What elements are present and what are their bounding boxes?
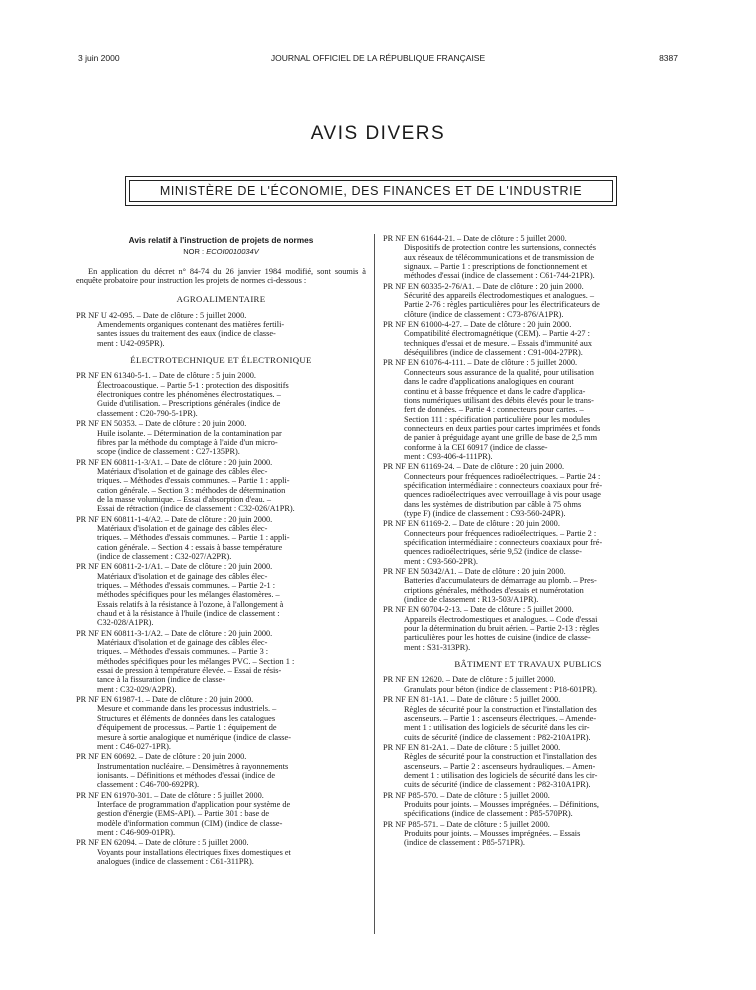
norm-entry (383, 675, 673, 694)
description-line: chaud et à la résistance à l'huile (indice de classement : (97, 609, 280, 619)
description-line: ascenseurs. – Partie 1 : ascenseurs électriques. – Amende- (404, 713, 597, 723)
norm-reference: PR NF EN 61169-24. – Date de clôture : 20 juin 2000. (383, 462, 565, 472)
description-line: Règles de sécurité pour la construction et l'installation des (404, 752, 597, 762)
description-line: Instrumentation nucléaire. – Densimètres à rayonnements (97, 761, 289, 771)
norm-entry (383, 820, 673, 848)
description-line: Amendements organiques contenant des matières fertili- (97, 320, 285, 330)
description-line: ment : C46-909-01PR). (97, 827, 176, 837)
description-line: fert de données. – Partie 4 : connecteurs pour cartes. – (404, 405, 584, 415)
norm-reference: PR NF EN 81-1A1. – Date de clôture : 5 juillet 2000. (383, 695, 561, 705)
description-line: Sécurité des appareils électrodomestiques et analogues. – (404, 291, 595, 301)
description-line: ascenseurs. – Partie 2 : ascenseurs hydrauliques. – Amen- (404, 761, 596, 771)
norm-entry (76, 791, 366, 838)
description-line: continu et à basse fréquence et dans le cadre d'applica- (404, 386, 586, 396)
description-line: spécification intermédiaire : connecteurs coaxiaux pour fré- (404, 480, 603, 490)
norm-description (76, 429, 366, 457)
description-line: spécification intermédiaire : connecteurs coaxiaux pour fré- (404, 538, 603, 547)
description-line: modèle d'information commun (CIM) (indice de classe- (97, 818, 283, 828)
page-header (78, 53, 678, 67)
description-line: électroniques contre les phénomènes électrostatiques. – (97, 390, 281, 400)
norm-reference: PR NF EN 60811-2-1/A1. – Date de clôture : 20 juin 2000. (76, 562, 273, 572)
norm-entry (383, 605, 673, 652)
description-line: classement : C20-790-5-1PR). (97, 408, 198, 418)
norm-section (76, 295, 366, 348)
norm-reference: PR NF EN 62094. – Date de clôture : 5 juillet 2000. (76, 838, 249, 848)
description-line: quences radioélectriques, série 9,52 (indice de classe- (404, 547, 582, 557)
norm-description (76, 320, 366, 348)
description-line: ment : U42-095PR). (97, 338, 165, 348)
norm-description (383, 368, 673, 461)
description-line: Structures et éléments de données dans les catalogues (97, 713, 276, 723)
description-line: Section 111 : spécification particulière pour les modules (404, 414, 591, 424)
description-line: Voyants pour installations électriques fixes domestiques et (97, 847, 291, 857)
norm-entry (383, 567, 673, 604)
description-line: ment : C32-029/A2PR). (97, 684, 177, 694)
norm-description (383, 685, 673, 694)
description-line: fibres par la méthode du comptage à l'aide d'un micro- (97, 437, 278, 447)
norm-reference: PR NF EN 60704-2-13. – Date de clôture : 5 juillet 2000. (383, 605, 574, 615)
norm-description (383, 829, 673, 848)
norm-entry (76, 629, 366, 694)
description-line: dans les systèmes de distribution par câble à 75 ohms (404, 499, 582, 509)
description-line: mesure à sortie analogique et numérique (indice de classe- (97, 732, 291, 742)
norm-entry (76, 419, 366, 456)
description-line: Essais relatifs à la résistance à l'ozone, à l'allongement à (97, 599, 284, 609)
description-line: Produits pour joints. – Mousses imprégnées. – Essais (404, 828, 581, 838)
norm-description (383, 472, 673, 519)
description-line: triques. – Méthodes d'essais communes. – Partie 2-1 : (97, 581, 276, 590)
description-line: méthodes spécifiques pour les mélanges PVC. – Section 1 : (97, 656, 295, 666)
description-line: cation générale. – Section 4 : essais à basse température (97, 542, 283, 552)
description-line: Matériaux d'isolation et de gainage des câbles élec- (97, 571, 268, 581)
description-line: Guide d'utilisation. – Prescriptions générales (indice de (97, 399, 281, 409)
section-heading: AGROALIMENTAIRE (176, 294, 266, 305)
description-line: Mesure et commande dans les processus industriels. – (97, 704, 277, 714)
description-line: clôture (indice de classement : C73-876/A1PR). (404, 309, 564, 319)
left-sections (76, 295, 366, 866)
description-line: tions numériques utilisant des débits élevés pour le trans- (404, 395, 594, 405)
description-line: Dispositifs de protection contre les surtensions, connectés (404, 243, 596, 253)
norm-entry (383, 791, 673, 819)
section-heading: ÉLECTROTECHNIQUE ET ÉLECTRONIQUE (130, 355, 312, 366)
description-line: ment : S31-313PR). (404, 642, 471, 652)
norm-reference: PR NF P85-571. – Date de clôture : 5 juillet 2000. (383, 819, 550, 829)
description-line: triques. – Méthodes d'essais communes. – Partie 1 : appli- (97, 476, 290, 486)
norm-entry (76, 752, 366, 789)
norm-description (383, 752, 673, 789)
norm-reference: PR NF EN 61169-2. – Date de clôture : 20 juin 2000. (383, 519, 560, 529)
norm-reference: PR NF EN 60811-3-1/A2. – Date de clôture : 20 juin 2000. (76, 628, 273, 638)
column-divider (374, 234, 375, 934)
description-line: de panier à préguidage ayant une grille de base de 2,5 mm (404, 433, 598, 443)
description-line: méthodes d'essai (indice de classement : C61-744-21PR). (404, 271, 595, 281)
norm-entry (76, 371, 366, 418)
description-line: particulières pour les hottes de cuisine (indice de classe- (404, 633, 591, 643)
header-date: 3 juin 2000 (78, 53, 120, 63)
norm-reference: PR NF EN 61076-4-111. – Date de clôture : 5 juillet 2000. (383, 358, 578, 368)
description-line: triques. – Méthodes d'essais communes. – Partie 3 : (97, 647, 269, 657)
norm-entry (76, 695, 366, 751)
norm-section (383, 660, 673, 848)
norm-reference: PR NF EN 61970-301. – Date de clôture : 5 juillet 2000. (76, 790, 264, 800)
norm-description (383, 291, 673, 319)
description-line: santes issues du traitement des eaux (indice de classe- (97, 329, 276, 339)
norm-description (76, 848, 366, 867)
norm-description (383, 576, 673, 604)
description-line: tance à la fissuration (indice de classe- (97, 675, 226, 685)
description-line: ment : C93-406-4-111PR). (404, 451, 493, 461)
ministry-name: MINISTÈRE DE L'ÉCONOMIE, DES FINANCES ET DE L'INDUSTRIE (129, 180, 613, 202)
nor-reference (76, 247, 366, 256)
description-line: cuits de sécurité (indice de classement : P82-210A1PR). (404, 732, 591, 742)
norm-description (76, 704, 366, 751)
norm-reference: PR NF EN 50342/A1. – Date de clôture : 20 juin 2000. (383, 567, 566, 577)
description-line: Essai de rétraction (indice de classement : C32-026/A1PR). (97, 504, 295, 514)
norm-description (383, 800, 673, 819)
description-line: Appareils électrodomestiques et analogues. – Code d'essai (404, 614, 598, 624)
nor-value: ECOI0010034V (206, 247, 259, 257)
description-line: Règles de sécurité pour la construction et l'installation des (404, 704, 597, 714)
description-line: Électroacoustique. – Partie 5-1 : protection des dispositifs (97, 380, 289, 390)
norm-reference: PR NF EN 81-2A1. – Date de clôture : 5 juillet 2000. (383, 742, 561, 752)
norm-description (76, 800, 366, 837)
norm-description (383, 243, 673, 280)
description-line: triques. – Méthodes d'essais communes. – Partie 1 : appli- (97, 533, 290, 543)
description-line: (indice de classement : C32-027/A2PR). (97, 551, 232, 561)
description-line: ment 1 : utilisation des logiciels de sécurité dans les cir- (404, 723, 590, 733)
norm-reference: PR NF EN 61340-5-1. – Date de clôture : 5 juin 2000. (76, 371, 256, 381)
norm-description (76, 381, 366, 418)
description-line: ment : C46-027-1PR). (97, 741, 171, 751)
description-line: essai de pression à température élevée. – Essai de résis- (97, 666, 282, 676)
norm-entry (76, 458, 366, 514)
avis-title: Avis relatif à l'instruction de projets de normes (128, 235, 314, 245)
description-line: signaux. – Partie 1 : prescriptions de fonctionnement et (404, 262, 588, 272)
nor-label: NOR : (183, 247, 205, 257)
ministry-box (125, 176, 617, 206)
header-journal-title: JOURNAL OFFICIEL DE LA RÉPUBLIQUE FRANÇAISE (270, 53, 486, 63)
description-line: aux réseaux de télécommunications et de transmission de (404, 252, 595, 262)
norm-entry (383, 234, 673, 281)
description-line: Matériaux d'isolation et de gainage des câbles élec- (97, 466, 268, 476)
norm-section (383, 234, 673, 652)
section-heading: BÂTIMENT ET TRAVAUX PUBLICS (454, 659, 602, 670)
header-page-number: 8387 (659, 53, 678, 63)
description-line: déséquilibres (indice de classement : C91-004-27PR). (404, 348, 583, 358)
norm-section (76, 356, 366, 866)
norm-description (383, 329, 673, 357)
norm-entry (76, 562, 366, 627)
description-line: Batteries d'accumulateurs de démarrage au plomb. – Pres- (404, 576, 597, 586)
description-line: analogues (indice de classement : C61-311PR). (97, 856, 254, 866)
description-line: ionisants. – Définitions et méthodes d'essai (indice de (97, 770, 275, 780)
description-line: Connecteurs sous assurance de la qualité, pour utilisation (404, 367, 594, 377)
norm-entry (383, 358, 673, 461)
norm-entry (383, 695, 673, 742)
right-column (383, 234, 673, 849)
description-line: techniques d'essai et de mesure. – Essais d'immunité aux (404, 338, 593, 348)
norm-entry (383, 282, 673, 319)
description-line: conforme à la CEI 60917 (indice de classe- (404, 442, 548, 452)
description-line: Produits pour joints. – Mousses imprégnées. – Définitions, (404, 799, 599, 809)
norm-reference: PR NF EN 61987-1. – Date de clôture : 20 juin 2000. (76, 695, 254, 705)
right-sections (383, 234, 673, 848)
norm-reference: PR NF EN 50353. – Date de clôture : 20 juin 2000. (76, 419, 247, 429)
norm-description (383, 529, 673, 566)
norm-reference: PR NF EN 60692. – Date de clôture : 20 juin 2000. (76, 752, 247, 762)
norm-description (76, 524, 366, 561)
description-line: ment : C93-560-2PR). (404, 556, 478, 566)
norm-description (76, 638, 366, 694)
description-line: (type F) (indice de classement : C93-560-24PR). (404, 508, 566, 518)
norm-entry (76, 515, 366, 562)
norm-description (76, 572, 366, 628)
left-column (76, 234, 366, 867)
norm-description (76, 467, 366, 514)
norm-entry (383, 743, 673, 790)
description-line: d'équipement de processus. – Partie 1 : équipement de (97, 723, 277, 733)
description-line: connecteurs en deux parties pour cartes imprimées et fonds (404, 423, 601, 433)
norm-entry (76, 311, 366, 348)
description-line: Matériaux d'isolation et de gainage des câbles élec- (97, 523, 268, 533)
avis-intro: En application du décret n° 84-74 du 26 janvier 1984 modifié, sont soumis à enquête probatoire pour instruction les projets de normes ci-dessous : (76, 266, 366, 286)
description-line: Connecteurs pour fréquences radioélectriques. – Partie 24 : (404, 471, 601, 481)
norm-entry (76, 838, 366, 866)
description-line: quences radioélectriques avec verrouillage à vis pour usage (404, 490, 601, 500)
description-line: de la masse volumique. – Essai d'absorption d'eau. – (97, 494, 271, 504)
description-line: scope (indice de classement : C27-135PR). (97, 447, 240, 457)
description-line: dement 1 : utilisation des logiciels de sécurité dans les cir- (404, 770, 598, 780)
norm-entry (383, 320, 673, 357)
description-line: (indice de classement : P85-571PR). (404, 838, 525, 848)
description-line: Interface de programmation d'application pour système de (97, 799, 291, 809)
description-line: cuits de sécurité (indice de classement : P82-310A1PR). (404, 780, 591, 790)
norm-description (76, 762, 366, 790)
description-line: Partie 2-76 : règles particulières pour les électrificateurs de (404, 300, 600, 310)
description-line: Connecteurs pour fréquences radioélectriques. – Partie 2 : (404, 528, 597, 538)
norm-reference: PR NF EN 61000-4-27. – Date de clôture : 20 juin 2000. (383, 320, 572, 330)
norm-reference: PR NF EN 60335-2-76/A1. – Date de clôture : 20 juin 2000. (383, 281, 584, 291)
norm-reference: PR NF EN 60811-1-4/A2. – Date de clôture : 20 juin 2000. (76, 514, 273, 524)
description-line: spécifications (indice de classement : P85-570PR). (404, 809, 573, 819)
norm-description (383, 615, 673, 652)
norm-reference: PR NF P85-570. – Date de clôture : 5 juillet 2000. (383, 790, 550, 800)
description-line: pour la détermination du bruit aérien. – Partie 2-13 : règles (404, 624, 600, 634)
norm-reference: PR NF EN 61644-21. – Date de clôture : 5 juillet 2000. (383, 234, 567, 243)
norm-entry (383, 462, 673, 518)
description-line: Compatibilité électromagnétique (CEM). – Partie 4-27 : (404, 329, 590, 339)
description-line: cation générale. – Section 3 : méthodes de détermination (97, 485, 286, 495)
description-line: Matériaux d'isolation et de gainage des câbles élec- (97, 638, 268, 648)
norm-entry (383, 519, 673, 566)
description-line: dans le cadre d'applications analogiques en courant (404, 377, 574, 387)
description-line: (indice de classement : R13-503/A1PR). (404, 595, 539, 605)
norm-description (383, 705, 673, 742)
page-title: AVIS DIVERS (310, 123, 446, 144)
norm-reference: PR NF U 42-095. – Date de clôture : 5 juillet 2000. (76, 310, 247, 320)
description-line: méthodes spécifiques pour les mélanges élastomères. – (97, 590, 280, 600)
description-line: classement : C46-700-692PR). (97, 780, 200, 790)
description-line: Huile isolante. – Détermination de la contamination par (97, 428, 282, 438)
norm-reference: PR NF EN 12620. – Date de clôture : 5 juillet 2000. (383, 675, 556, 685)
description-line: gestion d'énergie (EMS-API). – Partie 301 : base de (97, 809, 270, 819)
description-line: criptions générales, méthodes d'essais et numérotation (404, 585, 584, 595)
norm-reference: PR NF EN 60811-1-3/A1. – Date de clôture : 20 juin 2000. (76, 457, 273, 467)
description-line: C32-028/A1PR). (97, 618, 154, 628)
description-line: Granulats pour béton (indice de classement : P18-601PR). (404, 684, 598, 694)
